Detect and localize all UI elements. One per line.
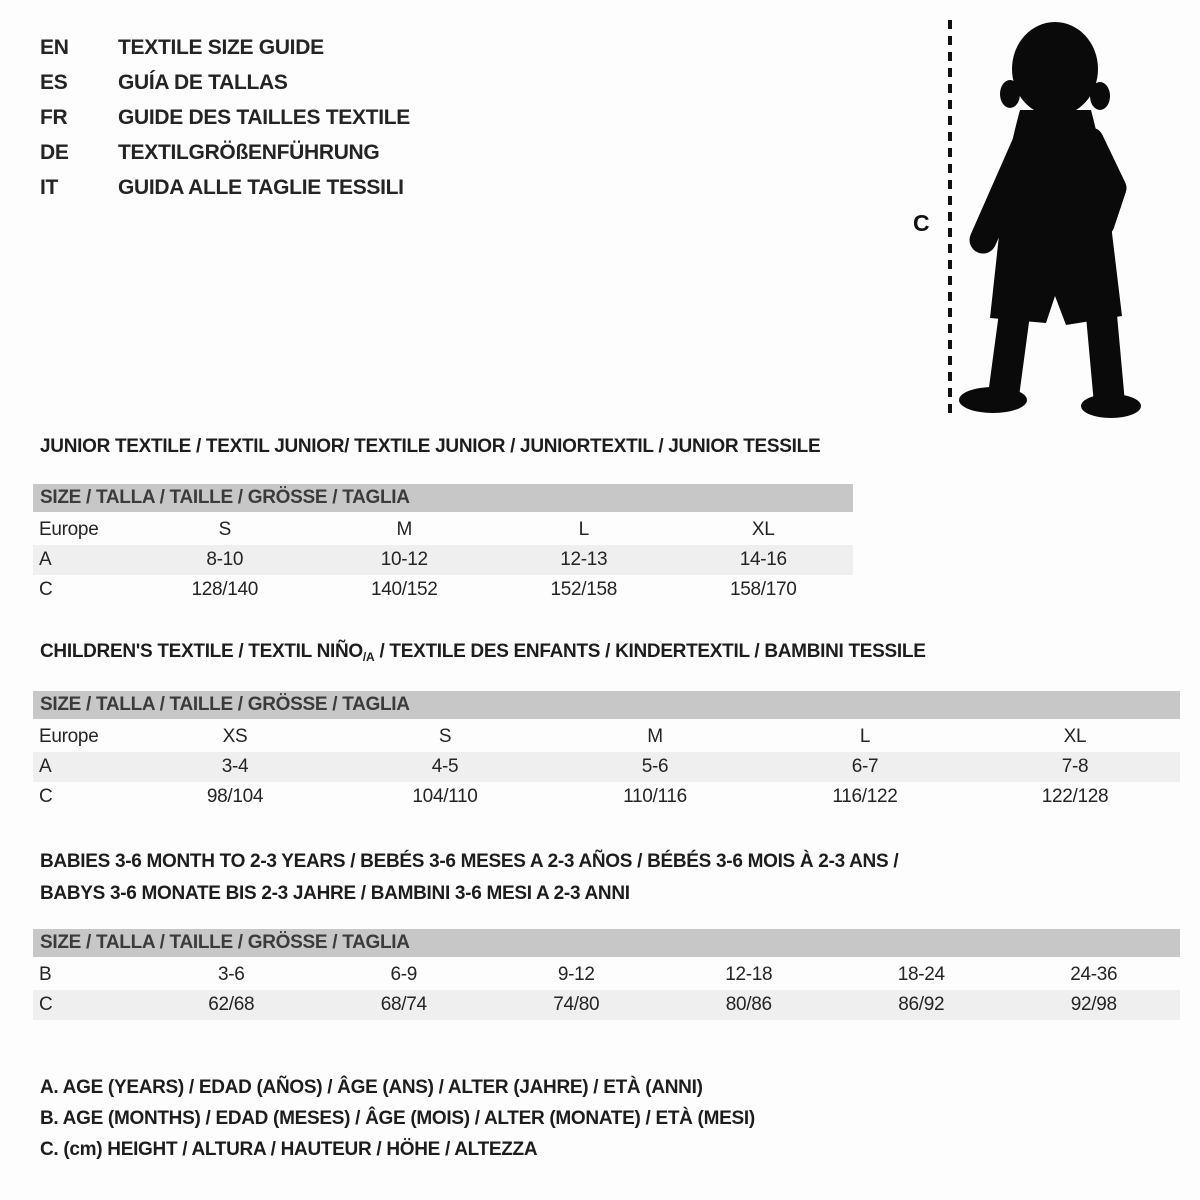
children-title-suffix: /A bbox=[362, 650, 375, 664]
children-section-title bbox=[40, 641, 926, 663]
age-cell: 6-7 bbox=[851, 756, 879, 777]
children-title-pre: CHILDREN'S TEXTILE / TEXTIL NIÑO bbox=[40, 641, 363, 662]
height-cell: 122/128 bbox=[1041, 786, 1109, 807]
legend-height-cm: C. (cm) HEIGHT / ALTURA / HAUTEUR / HÖHE / ALTEZZA bbox=[40, 1139, 538, 1160]
children-title-post: / TEXTILE DES ENFANTS / KINDERTEXTIL / BAMBINI TESSILE bbox=[374, 641, 926, 662]
language-code: DE bbox=[40, 140, 69, 164]
age-cell: 3-4 bbox=[221, 756, 249, 777]
language-title-row bbox=[40, 65, 410, 100]
language-title-row bbox=[40, 170, 410, 205]
height-cell: 116/122 bbox=[832, 786, 898, 807]
size-cell: S bbox=[438, 726, 452, 747]
guide-title-fr: GUIDE DES TAILLES TEXTILE bbox=[118, 105, 410, 129]
height-cell: 86/92 bbox=[898, 994, 945, 1015]
age-cell: 12-13 bbox=[560, 549, 608, 570]
months-cell: 12-18 bbox=[725, 964, 773, 985]
months-cell: 18-24 bbox=[897, 964, 945, 985]
height-cell: 128/140 bbox=[191, 579, 259, 600]
table-row-height bbox=[33, 990, 1180, 1020]
babies-section-title bbox=[40, 846, 898, 910]
table-row-height bbox=[33, 782, 1180, 812]
guide-title-es: GUÍA DE TALLAS bbox=[118, 70, 288, 94]
toddler-silhouette-icon bbox=[959, 22, 1141, 418]
row-label: B bbox=[39, 964, 52, 985]
height-cell: 104/110 bbox=[412, 786, 478, 807]
table-row-europe bbox=[33, 515, 853, 545]
table-row-age bbox=[33, 752, 1180, 782]
row-label: A bbox=[39, 549, 52, 570]
size-cell: S bbox=[218, 519, 231, 540]
language-code: ES bbox=[40, 70, 68, 94]
height-cell: 98/104 bbox=[206, 786, 264, 807]
row-label: C bbox=[39, 579, 53, 600]
measurement-legend bbox=[40, 1072, 755, 1165]
age-cell: 5-6 bbox=[641, 756, 669, 777]
height-cell: 62/68 bbox=[208, 994, 255, 1015]
age-cell: 8-10 bbox=[206, 549, 244, 570]
row-label: A bbox=[39, 756, 52, 777]
language-code: EN bbox=[40, 35, 69, 59]
children-size-table bbox=[33, 691, 1180, 812]
size-cell: XL bbox=[751, 519, 775, 540]
size-header-bar: SIZE / TALLA / TAILLE / GRÖSSE / TAGLIA bbox=[33, 484, 853, 512]
months-cell: 6-9 bbox=[390, 964, 418, 985]
height-cell: 152/158 bbox=[550, 579, 618, 600]
height-figure bbox=[905, 12, 1157, 422]
size-cell: M bbox=[647, 726, 663, 747]
guide-title-it: GUIDA ALLE TAGLIE TESSILI bbox=[118, 175, 404, 199]
babies-title-line1: BABIES 3-6 MONTH TO 2-3 YEARS / BEBÉS 3-6 MESES A 2-3 AÑOS / BÉBÉS 3-6 MOIS À 2-3 ANS / bbox=[40, 851, 899, 872]
junior-section-title: JUNIOR TEXTILE / TEXTIL JUNIOR/ TEXTILE JUNIOR / JUNIORTEXTIL / JUNIOR TESSILE bbox=[40, 436, 821, 457]
babies-title-line2: BABYS 3-6 MONATE BIS 2-3 JAHRE / BAMBINI 3-6 MESI A 2-3 ANNI bbox=[40, 883, 630, 904]
size-cell: XL bbox=[1063, 726, 1087, 747]
legend-age-years: A. AGE (YEARS) / EDAD (AÑOS) / ÂGE (ANS) / ALTER (JAHRE) / ETÀ (ANNI) bbox=[40, 1077, 703, 1098]
language-title-list bbox=[40, 30, 410, 205]
row-label: C bbox=[39, 994, 53, 1015]
language-title-row bbox=[40, 100, 410, 135]
babies-size-table bbox=[33, 929, 1180, 1020]
size-header-bar: SIZE / TALLA / TAILLE / GRÖSSE / TAGLIA bbox=[33, 929, 1180, 957]
guide-title-en: TEXTILE SIZE GUIDE bbox=[118, 35, 324, 59]
size-cell: XS bbox=[222, 726, 248, 747]
height-cell: 92/98 bbox=[1070, 994, 1117, 1015]
height-cell: 74/80 bbox=[553, 994, 600, 1015]
table-row-height bbox=[33, 575, 853, 605]
region-label: Europe bbox=[39, 519, 99, 540]
age-cell: 4-5 bbox=[431, 756, 459, 777]
legend-age-months: B. AGE (MONTHS) / EDAD (MESES) / ÂGE (MOIS) / ALTER (MONATE) / ETÀ (MESI) bbox=[40, 1108, 755, 1129]
table-row-europe bbox=[33, 722, 1180, 752]
row-label: C bbox=[39, 786, 53, 807]
height-measure-label: C bbox=[913, 210, 930, 236]
language-title-row bbox=[40, 30, 410, 65]
language-title-row bbox=[40, 135, 410, 170]
height-cell: 140/152 bbox=[370, 579, 438, 600]
months-cell: 9-12 bbox=[557, 964, 595, 985]
age-cell: 14-16 bbox=[739, 549, 787, 570]
height-cell: 158/170 bbox=[729, 579, 797, 600]
height-cell: 68/74 bbox=[380, 994, 427, 1015]
months-cell: 24-36 bbox=[1070, 964, 1118, 985]
guide-title-de: TEXTILGRÖßENFÜHRUNG bbox=[118, 140, 380, 164]
height-cell: 110/116 bbox=[623, 786, 687, 807]
age-cell: 10-12 bbox=[380, 549, 428, 570]
size-header-bar: SIZE / TALLA / TAILLE / GRÖSSE / TAGLIA bbox=[33, 691, 1180, 719]
months-cell: 3-6 bbox=[217, 964, 245, 985]
region-label: Europe bbox=[39, 726, 99, 747]
table-row-months bbox=[33, 960, 1180, 990]
size-cell: M bbox=[396, 519, 413, 540]
language-code: IT bbox=[40, 175, 59, 199]
height-cell: 80/86 bbox=[725, 994, 772, 1015]
language-code: FR bbox=[40, 105, 68, 129]
size-cell: L bbox=[859, 726, 871, 747]
junior-size-table bbox=[33, 484, 853, 605]
size-cell: L bbox=[578, 519, 589, 540]
table-row-age bbox=[33, 545, 853, 575]
age-cell: 7-8 bbox=[1061, 756, 1089, 777]
